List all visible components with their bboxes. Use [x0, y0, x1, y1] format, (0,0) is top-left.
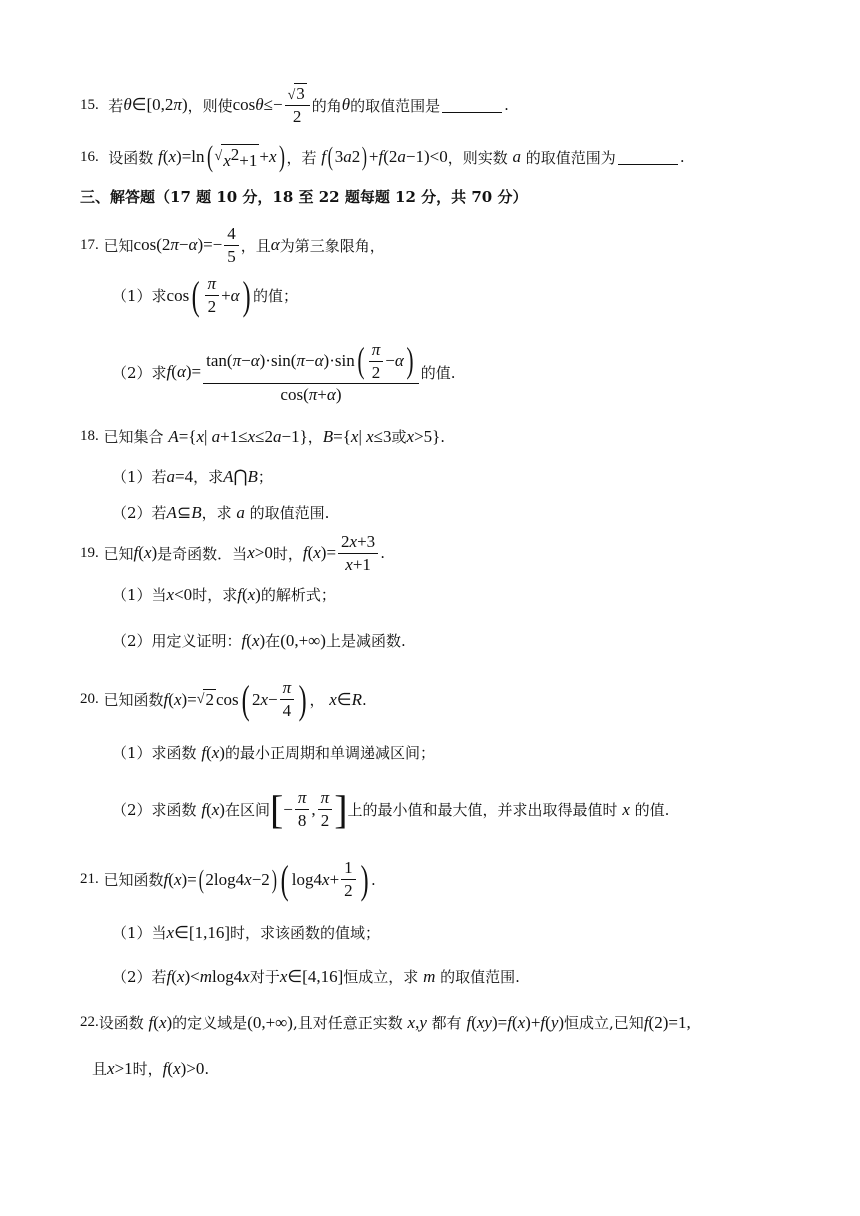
question-21-part-2: （2）若 f ( x )< m log 4 x 对于 x ∈[4,16] 恒成立，求 m 的取值范围. [112, 966, 520, 986]
question-16: 16. 设函数 f ( x )=ln ( √ $x^2+1$ + x ) ，若 f ( 3 a 2 ) + f (2 a −1)<0 ，则实数 a 的取值范围为 . [80, 140, 685, 173]
question-18-part-1: （1）若 a =4 ，求 A ⋂ B ； [112, 466, 273, 486]
section-heading: 三、解答题（17 题 10 分，18 至 22 题每题 12 分，共 70 分） [80, 188, 528, 206]
question-17-part-2: （2）求 f ( α )= tan( π − α )·sin( π − α )·sin ( $\frac{\pi}{2}$ − α ) cos(π+α) 的值. [112, 340, 456, 405]
question-19: 19. 已知 f ( x ) 是奇函数．当 x >0 时， f ( x )= $\frac{2x+3}{x+1}$ . [80, 532, 385, 574]
question-17: 17. 已知 cos(2 π − α )=− $\frac{4}{5}$ ，且 α 为第三象限角， [80, 224, 385, 266]
question-22: 22. 设函数 f ( x ) 的定义域是 (0,+∞) ,且对任意正实数 x , y 都有 f ( xy )= f ( x )+ f ( y ) 恒成立,已知 f (2)=1, [80, 1012, 691, 1032]
question-21-part-1: （1）当 x ∈[1,16] 时，求该函数的值域； [112, 922, 380, 942]
question-19-part-2: （2）用定义证明： f ( x ) 在 (0,+∞) 上是减函数. [112, 630, 406, 650]
question-21: 21. 已知函数 f ( x )= ( 2log 4 x −2 ) ( log 4 x + $\frac{1}{2}$ ) . [80, 857, 376, 902]
question-15: 15. 若 θ ∈[0,2 π ) ，则使 cos θ ≤− $\frac{√3}{2}$ 的角 θ 的取值范围是 . [80, 84, 509, 127]
answer-blank[interactable] [442, 98, 502, 113]
question-20: 20. 已知函数 f ( x )= √ 2 cos ( 2 x − $\frac{\pi}{4}$ ) ， x ∈ R . [80, 677, 367, 722]
answer-blank[interactable] [618, 150, 678, 165]
question-19-part-1: （1）当 x <0 时，求 f ( x ) 的解析式； [112, 584, 336, 604]
question-17-part-1: （1）求 cos ( $\frac{\pi}{2}$ + α ) 的值； [112, 273, 298, 318]
question-20-part-1: （1）求函数 f ( x ) 的最小正周期和单调递减区间； [112, 742, 435, 762]
question-18-part-2: （2）若 A ⊆ B ，求 a 的取值范围. [112, 502, 330, 522]
question-22-line-2: 且 x >1 时， f ( x )>0 . [92, 1058, 210, 1078]
question-18: 18. 已知集合 A ={ x | a +1≤ x ≤2 a −1} ， B ={ x | x ≤3 或 x >5} . [80, 426, 446, 446]
question-20-part-2: （2）求函数 f ( x ) 在区间 [ − $\frac{\pi}{8}$ , $\frac{\pi}{2}$ ] 上的最小值和最大值，并求出取得最值时 x 的值. [112, 787, 670, 832]
